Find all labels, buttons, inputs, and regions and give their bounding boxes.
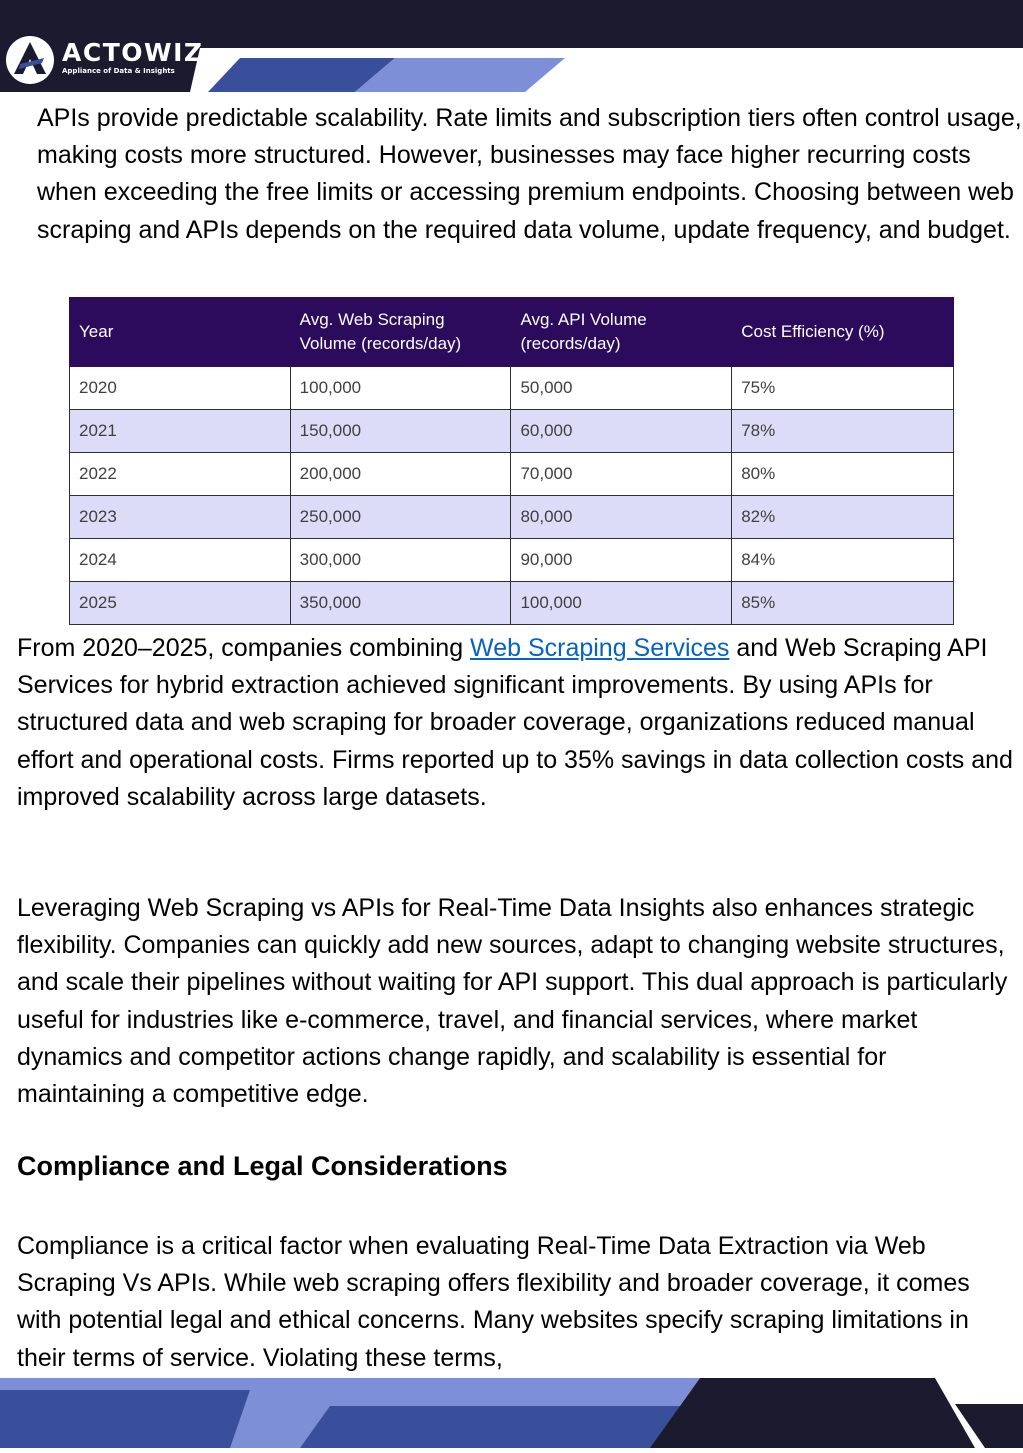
header-year: Year xyxy=(70,298,291,367)
cell-api-volume: 90,000 xyxy=(511,539,732,582)
cell-web-volume: 250,000 xyxy=(290,496,511,539)
actowiz-logo-icon xyxy=(4,34,56,86)
cell-api-volume: 100,000 xyxy=(511,582,732,625)
header-web-scraping-volume: Avg. Web Scraping Volume (records/day) xyxy=(290,298,511,367)
table-row xyxy=(70,539,954,582)
footer-graphic xyxy=(0,1376,1023,1448)
cell-cost-efficiency: 82% xyxy=(732,496,954,539)
cell-year: 2023 xyxy=(70,496,291,539)
cell-api-volume: 70,000 xyxy=(511,453,732,496)
table-row xyxy=(70,453,954,496)
cell-year: 2020 xyxy=(70,367,291,410)
table-row xyxy=(70,582,954,625)
cell-web-volume: 100,000 xyxy=(290,367,511,410)
paragraph-text: and Web Scraping API Services for hybrid extraction achieved significant improvements. By using APIs for structured data and web scraping for broader coverage, organizations reduced manual effort and operational costs. Firms reported up to 35% savings in data collection costs and improved scalability across large datasets. xyxy=(17,634,1013,811)
cell-web-volume: 300,000 xyxy=(290,539,511,582)
table-row xyxy=(70,367,954,410)
brand-logo[interactable] xyxy=(4,34,204,86)
header-api-volume: Avg. API Volume (records/day) xyxy=(511,298,732,367)
table-row xyxy=(70,496,954,539)
header-cost-efficiency: Cost Efficiency (%) xyxy=(732,298,954,367)
cell-api-volume: 50,000 xyxy=(511,367,732,410)
cell-year: 2021 xyxy=(70,410,291,453)
cell-cost-efficiency: 85% xyxy=(732,582,954,625)
brand-tagline: Appliance of Data & Insights xyxy=(62,67,175,75)
hybrid-extraction-paragraph xyxy=(17,630,1017,816)
cell-api-volume: 60,000 xyxy=(511,410,732,453)
cell-cost-efficiency: 78% xyxy=(732,410,954,453)
cell-year: 2025 xyxy=(70,582,291,625)
cell-cost-efficiency: 84% xyxy=(732,539,954,582)
web-scraping-services-link[interactable]: Web Scraping Services xyxy=(470,634,730,662)
cell-web-volume: 350,000 xyxy=(290,582,511,625)
data-volume-table xyxy=(69,297,954,625)
section-heading: Compliance and Legal Considerations xyxy=(17,1151,508,1181)
cell-cost-efficiency: 80% xyxy=(732,453,954,496)
intro-paragraph: APIs provide predictable scalability. Rate limits and subscription tiers often control usage, making costs more structured. However, businesses may face higher recurring costs when exceeding the free limits or accessing premium endpoints. Choosing between web scraping and APIs depends on the required data volume, update frequency, and budget. xyxy=(37,104,1022,244)
cell-web-volume: 150,000 xyxy=(290,410,511,453)
strategic-flexibility-paragraph: Leveraging Web Scraping vs APIs for Real-Time Data Insights also enhances strategic flexibility. Companies can quickly add new sources, adapt to changing website structures, and scale their pipelines without waiting for API support. This dual approach is particularly useful for industries like e-commerce, travel, and financial services, where market dynamics and competitor actions change rapidly, and scalability is essential for maintaining a competitive edge. xyxy=(17,894,1008,1109)
footer-band xyxy=(0,1376,1023,1448)
compliance-paragraph: Compliance is a critical factor when evaluating Real-Time Data Extraction via Web Scraping Vs APIs. While web scraping offers flexibility and broader coverage, it comes with potential legal and ethical concerns. Many websites specify scraping limitations in their terms of service. Violating these terms, xyxy=(17,1232,970,1372)
cell-web-volume: 200,000 xyxy=(290,453,511,496)
cell-year: 2022 xyxy=(70,453,291,496)
brand-name: ACTOWIZ xyxy=(62,38,204,67)
paragraph-text: From 2020–2025, companies combining xyxy=(17,634,471,662)
cell-cost-efficiency: 75% xyxy=(732,367,954,410)
table-row xyxy=(70,410,954,453)
cell-api-volume: 80,000 xyxy=(511,496,732,539)
table-header-row xyxy=(70,298,954,367)
cell-year: 2024 xyxy=(70,539,291,582)
